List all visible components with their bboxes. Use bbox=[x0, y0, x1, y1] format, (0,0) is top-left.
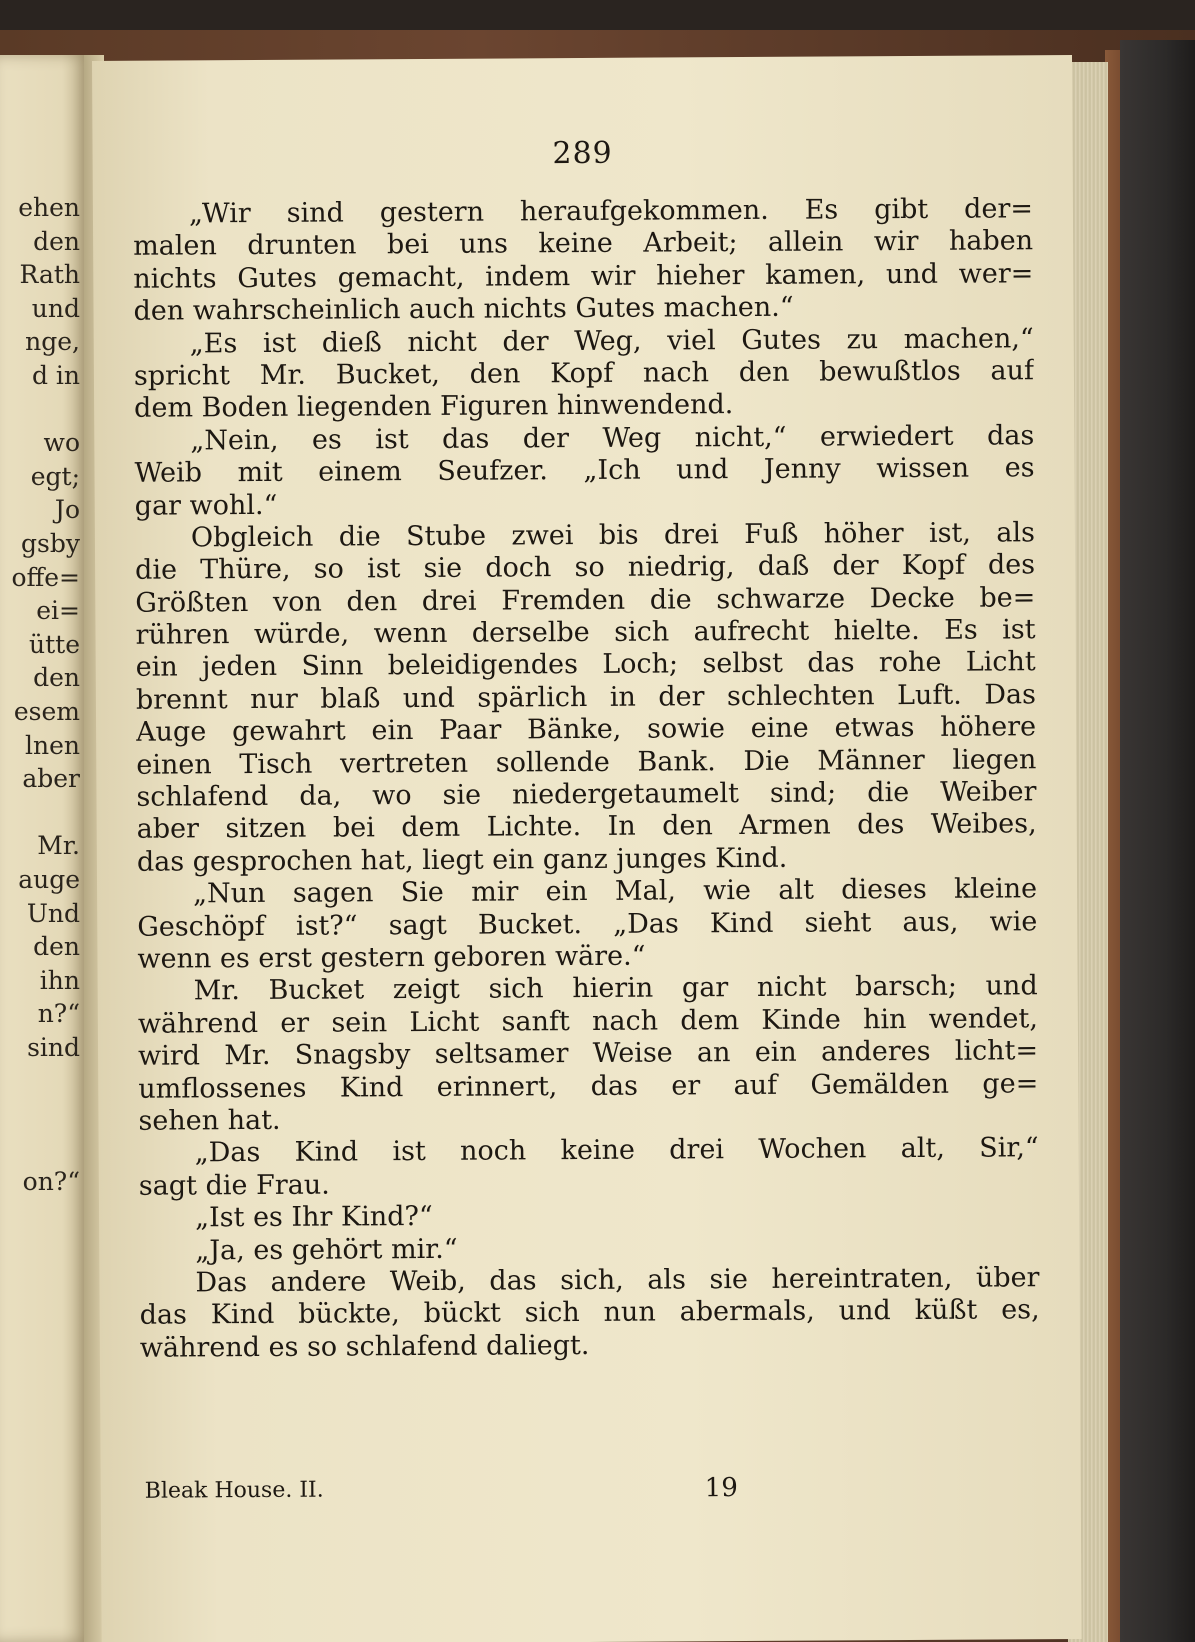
text-line: aber sitzen bei dem Lichte. In den Armen des Weibes, bbox=[136, 808, 1037, 846]
previous-page-fragment: Rath bbox=[19, 260, 80, 290]
text-line: Geschöpf ist?“ sagt Bucket. „Das Kind sieht aus, wie bbox=[137, 905, 1038, 943]
text-line: die Thüre, so ist sie doch so niedrig, daß der Kopf des bbox=[135, 549, 1036, 587]
previous-page-fragment: offe= bbox=[11, 562, 80, 592]
text-line: ein jeden Sinn beleidigendes Loch; selbst das rohe Licht bbox=[135, 646, 1036, 684]
text-line: umflossenes Kind erinnert, das er auf Gemälden ge= bbox=[138, 1067, 1039, 1105]
previous-page-fragment: und bbox=[31, 293, 80, 323]
text-line: das Kind bückte, bückt sich nun abermals, und küßt es, bbox=[139, 1294, 1040, 1332]
previous-page-fragment: ehen bbox=[18, 193, 80, 222]
previous-page-fragment: Jo bbox=[54, 495, 80, 525]
text-line: das gesprochen hat, liegt ein ganz junges Kind. bbox=[136, 842, 788, 878]
text-line: Größten von den drei Fremden die schwarze Decke be= bbox=[135, 581, 1036, 619]
previous-page-edge bbox=[0, 55, 88, 1642]
text-line: nichts Gutes gemacht, indem wir hieher kamen, und wer= bbox=[133, 258, 1034, 295]
previous-page-fragment: auge bbox=[18, 865, 80, 894]
text-line: einen Tisch vertreten sollende Bank. Die Männer liegen bbox=[136, 743, 1037, 781]
text-line: „Nein, es ist das der Weg nicht,“ erwiedert das bbox=[190, 419, 1035, 457]
text-line: wenn es erst gestern geboren wäre.“ bbox=[137, 940, 646, 975]
text-line: rühren würde, wenn derselbe sich aufrecht hielte. Es ist bbox=[135, 614, 1036, 651]
previous-page-fragment: wo bbox=[43, 428, 80, 458]
book-page bbox=[92, 55, 1082, 1642]
previous-page-fragment: lnen bbox=[25, 730, 80, 760]
previous-page-fragment: n?“ bbox=[37, 999, 80, 1029]
text-line: sehen hat. bbox=[138, 1104, 281, 1137]
previous-page-fragment: nge, bbox=[25, 327, 80, 357]
previous-page-fragment: den bbox=[33, 226, 80, 256]
previous-page-fragment: esem bbox=[13, 697, 80, 726]
previous-page-fragment: ihn bbox=[39, 965, 80, 995]
text-line: wird Mr. Snagsby seltsamer Weise an ein anderes licht= bbox=[137, 1035, 1039, 1072]
text-line: während er sein Licht sanft nach dem Kinde hin wendet, bbox=[137, 1002, 1038, 1040]
text-line: brennt nur blaß und spärlich in der schlechten Luft. Das bbox=[135, 679, 1036, 716]
text-line: „Das Kind ist noch keine drei Wochen alt, Sir,“ bbox=[194, 1132, 1039, 1169]
text-line: sagt die Frau. bbox=[138, 1169, 330, 1202]
text-line: „Wir sind gestern heraufgekommen. Es gibt der= bbox=[188, 193, 1034, 230]
text-line: „Ja, es gehört mir.“ bbox=[195, 1233, 458, 1266]
text-line: den wahrscheinlich auch nichts Gutes machen.“ bbox=[133, 291, 794, 327]
page-number: 289 bbox=[552, 135, 613, 172]
cover-board bbox=[1120, 40, 1195, 1642]
text-line: Weib mit einem Seufzer. „Ich und Jenny wissen es bbox=[134, 452, 1035, 489]
text-line: dem Boden liegenden Figuren hinwendend. bbox=[134, 389, 734, 425]
text-line: Das andere Weib, das sich, als sie hereintraten, über bbox=[195, 1262, 1040, 1299]
text-line: schlafend da, wo sie niedergetaumelt sind; die Weiber bbox=[136, 776, 1037, 813]
previous-page-fragment: Und bbox=[26, 898, 80, 928]
text-line: Obgleich die Stube zwei bis drei Fuß höher ist, als bbox=[190, 517, 1036, 554]
text-line: während es so schlafend daliegt. bbox=[139, 1329, 590, 1364]
text-line: „Nun sagen Sie mir ein Mal, wie alt dieses kleine bbox=[193, 873, 1038, 910]
previous-page-fragment: ei= bbox=[36, 596, 80, 626]
previous-page-fragment: d in bbox=[31, 361, 80, 390]
previous-page-fragment: on?“ bbox=[22, 1167, 80, 1197]
text-line: „Es ist dieß nicht der Weg, viel Gutes zu machen,“ bbox=[189, 322, 1034, 359]
previous-page-fragment: den bbox=[33, 932, 80, 962]
text-line: gar wohl.“ bbox=[134, 489, 278, 522]
body-text bbox=[133, 193, 1040, 1365]
previous-page-fragment: sind bbox=[27, 1033, 80, 1062]
previous-page-fragment: egt; bbox=[30, 461, 80, 491]
text-line: malen drunten bei uns keine Arbeit; allein wir haben bbox=[133, 225, 1034, 263]
previous-page-fragment: ütte bbox=[29, 629, 80, 659]
previous-page-fragment: den bbox=[33, 663, 80, 693]
footer-title: Bleak House. II. bbox=[144, 1477, 324, 1504]
text-line: Mr. Bucket zeigt sich hierin gar nicht barsch; und bbox=[193, 970, 1038, 1007]
signature-mark: 19 bbox=[704, 1473, 738, 1504]
text-line: spricht Mr. Bucket, den Kopf nach den bewußtlos auf bbox=[133, 355, 1035, 392]
previous-page-fragment: Mr. bbox=[37, 831, 80, 861]
text-line: Auge gewahrt ein Paar Bänke, sowie eine etwas höhere bbox=[136, 711, 1037, 748]
text-line: „Ist es Ihr Kind?“ bbox=[194, 1201, 433, 1234]
previous-page-fragment: aber bbox=[22, 764, 80, 794]
previous-page-fragment: gsby bbox=[21, 529, 80, 558]
